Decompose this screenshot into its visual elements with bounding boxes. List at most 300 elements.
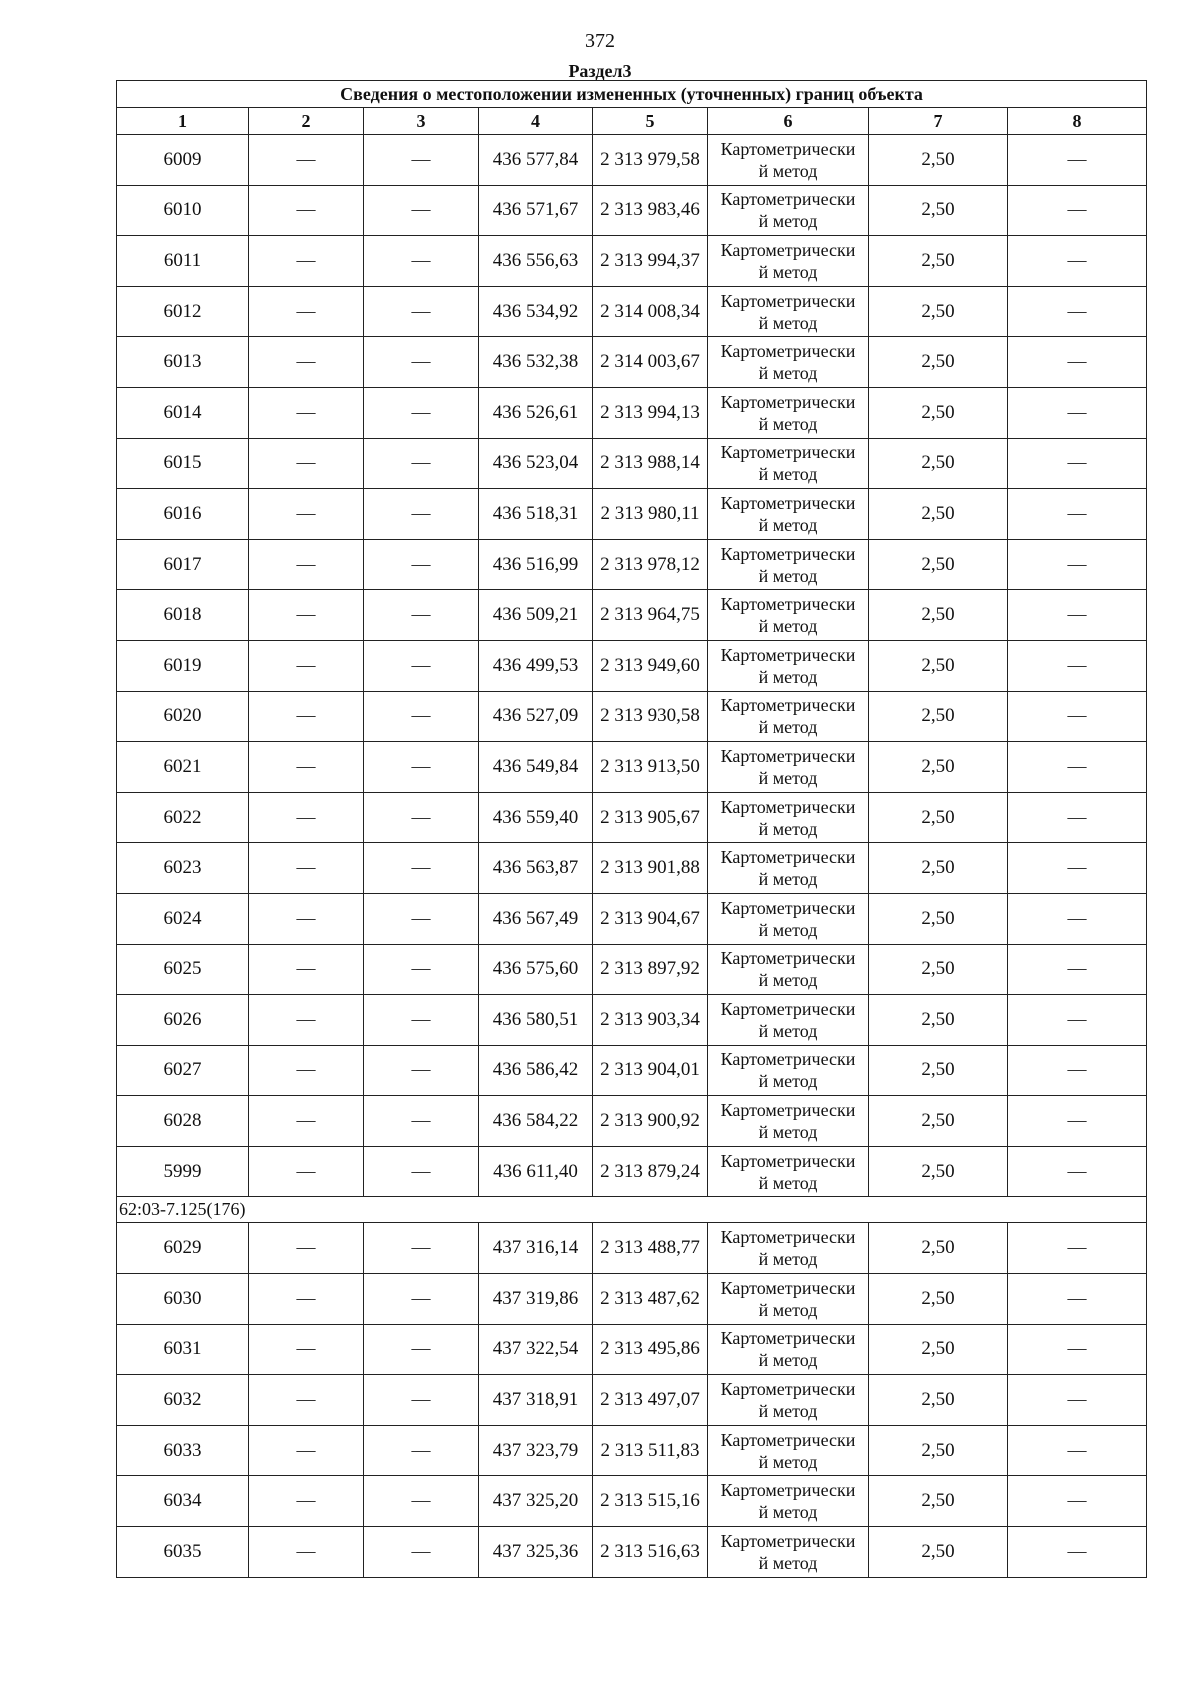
method-cell — [708, 1274, 869, 1325]
method-text-line-2: й метод — [758, 1071, 818, 1092]
method-text-line-2: й метод — [758, 970, 818, 991]
column-2-dash-cell: — — [249, 135, 364, 186]
y-coordinate-cell: 2 313 515,16 — [593, 1476, 708, 1527]
y-coordinate-cell: 2 313 497,07 — [593, 1375, 708, 1426]
x-coordinate-cell: 436 509,21 — [479, 590, 593, 641]
page-number: 372 — [585, 30, 615, 52]
column-8-dash-cell: — — [1008, 387, 1147, 438]
accuracy-cell: 2,50 — [869, 1223, 1008, 1274]
table-row — [117, 1425, 1147, 1476]
x-coordinate-cell: 436 575,60 — [479, 944, 593, 995]
column-2-dash-cell: — — [249, 1425, 364, 1476]
column-8-dash-cell: — — [1008, 185, 1147, 236]
table-row — [117, 590, 1147, 641]
method-cell — [708, 1425, 869, 1476]
point-id-cell: 6030 — [117, 1274, 249, 1325]
table-caption: Сведения о местоположении измененных (уточненных) границ объекта — [117, 81, 1147, 108]
column-8-dash-cell: — — [1008, 337, 1147, 388]
point-id-cell: 6026 — [117, 995, 249, 1046]
y-coordinate-cell: 2 314 003,67 — [593, 337, 708, 388]
column-8-dash-cell: — — [1008, 438, 1147, 489]
column-3-dash-cell: — — [364, 1146, 479, 1197]
x-coordinate-cell: 436 518,31 — [479, 489, 593, 540]
point-id-cell: 6012 — [117, 286, 249, 337]
x-coordinate-cell: 436 556,63 — [479, 236, 593, 287]
column-3-dash-cell: — — [364, 489, 479, 540]
column-2-dash-cell: — — [249, 944, 364, 995]
y-coordinate-cell: 2 313 978,12 — [593, 539, 708, 590]
method-text-line-1: Картометрически — [720, 644, 856, 665]
x-coordinate-cell: 436 532,38 — [479, 337, 593, 388]
method-text-line-2: й метод — [758, 261, 818, 282]
column-2-dash-cell: — — [249, 1375, 364, 1426]
method-text-line-2: й метод — [758, 767, 818, 788]
column-8-dash-cell: — — [1008, 1096, 1147, 1147]
column-header-5: 5 — [593, 108, 708, 135]
accuracy-cell: 2,50 — [869, 944, 1008, 995]
x-coordinate-cell: 437 316,14 — [479, 1223, 593, 1274]
column-header-3: 3 — [364, 108, 479, 135]
point-id-cell: 6035 — [117, 1527, 249, 1578]
point-id-cell: 6019 — [117, 640, 249, 691]
point-id-cell: 6018 — [117, 590, 249, 641]
x-coordinate-cell: 436 580,51 — [479, 995, 593, 1046]
table-row — [117, 1045, 1147, 1096]
x-coordinate-cell: 436 567,49 — [479, 893, 593, 944]
table-row — [117, 1096, 1147, 1147]
column-8-dash-cell: — — [1008, 995, 1147, 1046]
table-row — [117, 539, 1147, 590]
column-2-dash-cell: — — [249, 337, 364, 388]
method-cell — [708, 1527, 869, 1578]
x-coordinate-cell: 436 527,09 — [479, 691, 593, 742]
accuracy-cell: 2,50 — [869, 792, 1008, 843]
y-coordinate-cell: 2 313 913,50 — [593, 742, 708, 793]
column-2-dash-cell: — — [249, 1223, 364, 1274]
column-3-dash-cell: — — [364, 995, 479, 1046]
column-3-dash-cell: — — [364, 1274, 479, 1325]
point-id-cell: 6029 — [117, 1223, 249, 1274]
table-row — [117, 843, 1147, 894]
method-text-line-2: й метод — [758, 919, 818, 940]
column-3-dash-cell: — — [364, 742, 479, 793]
accuracy-cell: 2,50 — [869, 337, 1008, 388]
method-text-line-1: Картометрически — [720, 442, 856, 463]
method-text-line-1: Картометрически — [720, 847, 856, 868]
y-coordinate-cell: 2 313 994,13 — [593, 387, 708, 438]
column-8-dash-cell: — — [1008, 792, 1147, 843]
method-cell — [708, 944, 869, 995]
table-row — [117, 489, 1147, 540]
method-cell — [708, 843, 869, 894]
method-cell — [708, 1375, 869, 1426]
table-row — [117, 1324, 1147, 1375]
column-2-dash-cell: — — [249, 539, 364, 590]
column-number-row — [117, 108, 1147, 135]
method-text-line-1: Картометрически — [720, 594, 856, 615]
accuracy-cell: 2,50 — [869, 1096, 1008, 1147]
accuracy-cell: 2,50 — [869, 1375, 1008, 1426]
y-coordinate-cell: 2 313 994,37 — [593, 236, 708, 287]
x-coordinate-cell: 436 559,40 — [479, 792, 593, 843]
column-8-dash-cell: — — [1008, 590, 1147, 641]
method-text-line-2: й метод — [758, 1172, 818, 1193]
method-cell — [708, 387, 869, 438]
accuracy-cell: 2,50 — [869, 1274, 1008, 1325]
column-8-dash-cell: — — [1008, 640, 1147, 691]
table-row — [117, 1375, 1147, 1426]
column-8-dash-cell: — — [1008, 893, 1147, 944]
method-cell — [708, 1223, 869, 1274]
column-2-dash-cell: — — [249, 1324, 364, 1375]
table-row — [117, 640, 1147, 691]
column-8-dash-cell: — — [1008, 1274, 1147, 1325]
method-text-line-1: Картометрически — [720, 138, 856, 159]
method-text-line-1: Картометрически — [720, 1150, 856, 1171]
table-row — [117, 893, 1147, 944]
column-2-dash-cell: — — [249, 438, 364, 489]
method-text-line-1: Картометрически — [720, 1429, 856, 1450]
x-coordinate-cell: 437 318,91 — [479, 1375, 593, 1426]
column-8-dash-cell: — — [1008, 1324, 1147, 1375]
accuracy-cell: 2,50 — [869, 1425, 1008, 1476]
method-text-line-2: й метод — [758, 616, 818, 637]
x-coordinate-cell: 436 577,84 — [479, 135, 593, 186]
method-text-line-2: й метод — [758, 160, 818, 181]
x-coordinate-cell: 436 534,92 — [479, 286, 593, 337]
table-row — [117, 792, 1147, 843]
method-cell — [708, 236, 869, 287]
method-text-line-1: Картометрически — [720, 239, 856, 260]
column-3-dash-cell: — — [364, 539, 479, 590]
y-coordinate-cell: 2 313 901,88 — [593, 843, 708, 894]
column-2-dash-cell: — — [249, 691, 364, 742]
method-cell — [708, 691, 869, 742]
method-text-line-2: й метод — [758, 717, 818, 738]
point-id-cell: 6033 — [117, 1425, 249, 1476]
accuracy-cell: 2,50 — [869, 135, 1008, 186]
method-text-line-2: й метод — [758, 1350, 818, 1371]
column-3-dash-cell: — — [364, 286, 479, 337]
accuracy-cell: 2,50 — [869, 1527, 1008, 1578]
method-text-line-2: й метод — [758, 565, 818, 586]
column-2-dash-cell: — — [249, 640, 364, 691]
y-coordinate-cell: 2 313 495,86 — [593, 1324, 708, 1375]
column-3-dash-cell: — — [364, 1476, 479, 1527]
method-cell — [708, 1476, 869, 1527]
point-id-cell: 6009 — [117, 135, 249, 186]
accuracy-cell: 2,50 — [869, 995, 1008, 1046]
table-row — [117, 944, 1147, 995]
method-text-line-2: й метод — [758, 1401, 818, 1422]
table-row — [117, 286, 1147, 337]
y-coordinate-cell: 2 313 904,01 — [593, 1045, 708, 1096]
column-2-dash-cell: — — [249, 590, 364, 641]
point-id-cell: 6032 — [117, 1375, 249, 1426]
y-coordinate-cell: 2 313 905,67 — [593, 792, 708, 843]
table-row — [117, 438, 1147, 489]
accuracy-cell: 2,50 — [869, 387, 1008, 438]
y-coordinate-cell: 2 313 488,77 — [593, 1223, 708, 1274]
column-8-dash-cell: — — [1008, 1527, 1147, 1578]
point-id-cell: 6020 — [117, 691, 249, 742]
column-3-dash-cell: — — [364, 843, 479, 894]
accuracy-cell: 2,50 — [869, 590, 1008, 641]
method-text-line-2: й метод — [758, 464, 818, 485]
method-text-line-1: Картометрически — [720, 492, 856, 513]
method-text-line-2: й метод — [758, 1502, 818, 1523]
group-header-row — [117, 1197, 1147, 1223]
column-3-dash-cell: — — [364, 438, 479, 489]
method-cell — [708, 185, 869, 236]
column-8-dash-cell: — — [1008, 944, 1147, 995]
x-coordinate-cell: 437 323,79 — [479, 1425, 593, 1476]
method-text-line-1: Картометрически — [720, 695, 856, 716]
column-2-dash-cell: — — [249, 1274, 364, 1325]
method-cell — [708, 742, 869, 793]
method-cell — [708, 995, 869, 1046]
column-2-dash-cell: — — [249, 236, 364, 287]
point-id-cell: 6023 — [117, 843, 249, 894]
method-text-line-1: Картометрически — [720, 1277, 856, 1298]
column-8-dash-cell: — — [1008, 1223, 1147, 1274]
column-8-dash-cell: — — [1008, 1476, 1147, 1527]
column-3-dash-cell: — — [364, 1045, 479, 1096]
method-text-line-2: й метод — [758, 1122, 818, 1143]
table-row — [117, 691, 1147, 742]
method-text-line-1: Картометрически — [720, 1379, 856, 1400]
accuracy-cell: 2,50 — [869, 843, 1008, 894]
column-2-dash-cell: — — [249, 1146, 364, 1197]
method-text-line-2: й метод — [758, 363, 818, 384]
column-header-8: 8 — [1008, 108, 1147, 135]
y-coordinate-cell: 2 313 903,34 — [593, 995, 708, 1046]
column-8-dash-cell: — — [1008, 1375, 1147, 1426]
method-cell — [708, 590, 869, 641]
method-cell — [708, 438, 869, 489]
method-text-line-2: й метод — [758, 312, 818, 333]
column-3-dash-cell: — — [364, 944, 479, 995]
x-coordinate-cell: 436 549,84 — [479, 742, 593, 793]
column-2-dash-cell: — — [249, 742, 364, 793]
column-2-dash-cell: — — [249, 185, 364, 236]
accuracy-cell: 2,50 — [869, 1476, 1008, 1527]
method-text-line-1: Картометрически — [720, 948, 856, 969]
point-id-cell: 6014 — [117, 387, 249, 438]
accuracy-cell: 2,50 — [869, 185, 1008, 236]
column-3-dash-cell: — — [364, 185, 479, 236]
table-row — [117, 742, 1147, 793]
y-coordinate-cell: 2 313 980,11 — [593, 489, 708, 540]
y-coordinate-cell: 2 313 897,92 — [593, 944, 708, 995]
column-8-dash-cell: — — [1008, 691, 1147, 742]
column-2-dash-cell: — — [249, 893, 364, 944]
accuracy-cell: 2,50 — [869, 438, 1008, 489]
method-cell — [708, 489, 869, 540]
point-id-cell: 6025 — [117, 944, 249, 995]
table-row — [117, 135, 1147, 186]
x-coordinate-cell: 436 499,53 — [479, 640, 593, 691]
x-coordinate-cell: 436 526,61 — [479, 387, 593, 438]
method-text-line-1: Картометрически — [720, 897, 856, 918]
method-text-line-2: й метод — [758, 1552, 818, 1573]
x-coordinate-cell: 437 325,20 — [479, 1476, 593, 1527]
column-3-dash-cell: — — [364, 792, 479, 843]
method-text-line-1: Картометрически — [720, 391, 856, 412]
method-text-line-2: й метод — [758, 1451, 818, 1472]
accuracy-cell: 2,50 — [869, 286, 1008, 337]
column-2-dash-cell: — — [249, 843, 364, 894]
column-8-dash-cell: — — [1008, 843, 1147, 894]
method-text-line-2: й метод — [758, 1249, 818, 1270]
column-8-dash-cell: — — [1008, 1425, 1147, 1476]
x-coordinate-cell: 436 523,04 — [479, 438, 593, 489]
method-text-line-2: й метод — [758, 869, 818, 890]
column-3-dash-cell: — — [364, 337, 479, 388]
point-id-cell: 6021 — [117, 742, 249, 793]
column-8-dash-cell: — — [1008, 1146, 1147, 1197]
column-3-dash-cell: — — [364, 236, 479, 287]
point-id-cell: 6010 — [117, 185, 249, 236]
table-row — [117, 1527, 1147, 1578]
y-coordinate-cell: 2 313 949,60 — [593, 640, 708, 691]
point-id-cell: 6013 — [117, 337, 249, 388]
method-text-line-1: Картометрически — [720, 998, 856, 1019]
column-2-dash-cell: — — [249, 1476, 364, 1527]
method-text-line-1: Картометрически — [720, 1100, 856, 1121]
x-coordinate-cell: 436 611,40 — [479, 1146, 593, 1197]
column-3-dash-cell: — — [364, 1223, 479, 1274]
method-cell — [708, 1096, 869, 1147]
column-8-dash-cell: — — [1008, 489, 1147, 540]
method-cell — [708, 893, 869, 944]
method-text-line-1: Картометрически — [720, 290, 856, 311]
method-text-line-1: Картометрически — [720, 341, 856, 362]
column-2-dash-cell: — — [249, 792, 364, 843]
point-id-cell: 6011 — [117, 236, 249, 287]
column-8-dash-cell: — — [1008, 236, 1147, 287]
column-2-dash-cell: — — [249, 286, 364, 337]
column-3-dash-cell: — — [364, 1425, 479, 1476]
y-coordinate-cell: 2 313 487,62 — [593, 1274, 708, 1325]
column-8-dash-cell: — — [1008, 286, 1147, 337]
point-id-cell: 6027 — [117, 1045, 249, 1096]
method-text-line-2: й метод — [758, 413, 818, 434]
method-text-line-1: Картометрически — [720, 1480, 856, 1501]
x-coordinate-cell: 436 516,99 — [479, 539, 593, 590]
column-8-dash-cell: — — [1008, 539, 1147, 590]
column-8-dash-cell: — — [1008, 1045, 1147, 1096]
point-id-cell: 5999 — [117, 1146, 249, 1197]
method-text-line-1: Картометрически — [720, 796, 856, 817]
y-coordinate-cell: 2 313 900,92 — [593, 1096, 708, 1147]
accuracy-cell: 2,50 — [869, 539, 1008, 590]
method-text-line-1: Картометрически — [720, 1227, 856, 1248]
y-coordinate-cell: 2 313 930,58 — [593, 691, 708, 742]
column-header-4: 4 — [479, 108, 593, 135]
accuracy-cell: 2,50 — [869, 691, 1008, 742]
point-id-cell: 6022 — [117, 792, 249, 843]
y-coordinate-cell: 2 314 008,34 — [593, 286, 708, 337]
method-text-line-1: Картометрически — [720, 1049, 856, 1070]
y-coordinate-cell: 2 313 516,63 — [593, 1527, 708, 1578]
column-8-dash-cell: — — [1008, 135, 1147, 186]
table-row — [117, 1476, 1147, 1527]
column-2-dash-cell: — — [249, 489, 364, 540]
table-row — [117, 236, 1147, 287]
group-label: 62:03-7.125(176) — [117, 1197, 1147, 1223]
table-row — [117, 185, 1147, 236]
method-cell — [708, 1045, 869, 1096]
table-body — [117, 135, 1147, 1578]
accuracy-cell: 2,50 — [869, 1324, 1008, 1375]
y-coordinate-cell: 2 313 988,14 — [593, 438, 708, 489]
method-cell — [708, 286, 869, 337]
y-coordinate-cell: 2 313 983,46 — [593, 185, 708, 236]
column-3-dash-cell: — — [364, 590, 479, 641]
point-id-cell: 6015 — [117, 438, 249, 489]
method-cell — [708, 539, 869, 590]
method-text-line-1: Картометрически — [720, 1530, 856, 1551]
method-cell — [708, 1146, 869, 1197]
method-text-line-2: й метод — [758, 1299, 818, 1320]
column-3-dash-cell: — — [364, 135, 479, 186]
column-3-dash-cell: — — [364, 387, 479, 438]
column-2-dash-cell: — — [249, 387, 364, 438]
x-coordinate-cell: 436 584,22 — [479, 1096, 593, 1147]
column-2-dash-cell: — — [249, 995, 364, 1046]
accuracy-cell: 2,50 — [869, 1045, 1008, 1096]
x-coordinate-cell: 437 319,86 — [479, 1274, 593, 1325]
column-3-dash-cell: — — [364, 1375, 479, 1426]
method-cell — [708, 640, 869, 691]
column-2-dash-cell: — — [249, 1096, 364, 1147]
accuracy-cell: 2,50 — [869, 489, 1008, 540]
accuracy-cell: 2,50 — [869, 1146, 1008, 1197]
column-3-dash-cell: — — [364, 1324, 479, 1375]
x-coordinate-cell: 436 586,42 — [479, 1045, 593, 1096]
table-row — [117, 337, 1147, 388]
table-row — [117, 1146, 1147, 1197]
y-coordinate-cell: 2 313 879,24 — [593, 1146, 708, 1197]
point-id-cell: 6028 — [117, 1096, 249, 1147]
accuracy-cell: 2,50 — [869, 236, 1008, 287]
method-text-line-1: Картометрически — [720, 189, 856, 210]
accuracy-cell: 2,50 — [869, 742, 1008, 793]
point-id-cell: 6031 — [117, 1324, 249, 1375]
method-text-line-2: й метод — [758, 666, 818, 687]
table-row — [117, 387, 1147, 438]
y-coordinate-cell: 2 313 511,83 — [593, 1425, 708, 1476]
column-header-6: 6 — [708, 108, 869, 135]
column-3-dash-cell: — — [364, 640, 479, 691]
column-header-1: 1 — [117, 108, 249, 135]
table-row — [117, 1274, 1147, 1325]
table-row — [117, 995, 1147, 1046]
method-cell — [708, 792, 869, 843]
point-id-cell: 6024 — [117, 893, 249, 944]
method-cell — [708, 1324, 869, 1375]
method-text-line-2: й метод — [758, 211, 818, 232]
x-coordinate-cell: 436 563,87 — [479, 843, 593, 894]
method-cell — [708, 135, 869, 186]
method-text-line-1: Картометрически — [720, 745, 856, 766]
accuracy-cell: 2,50 — [869, 893, 1008, 944]
method-text-line-2: й метод — [758, 1020, 818, 1041]
column-3-dash-cell: — — [364, 691, 479, 742]
y-coordinate-cell: 2 313 979,58 — [593, 135, 708, 186]
point-id-cell: 6017 — [117, 539, 249, 590]
